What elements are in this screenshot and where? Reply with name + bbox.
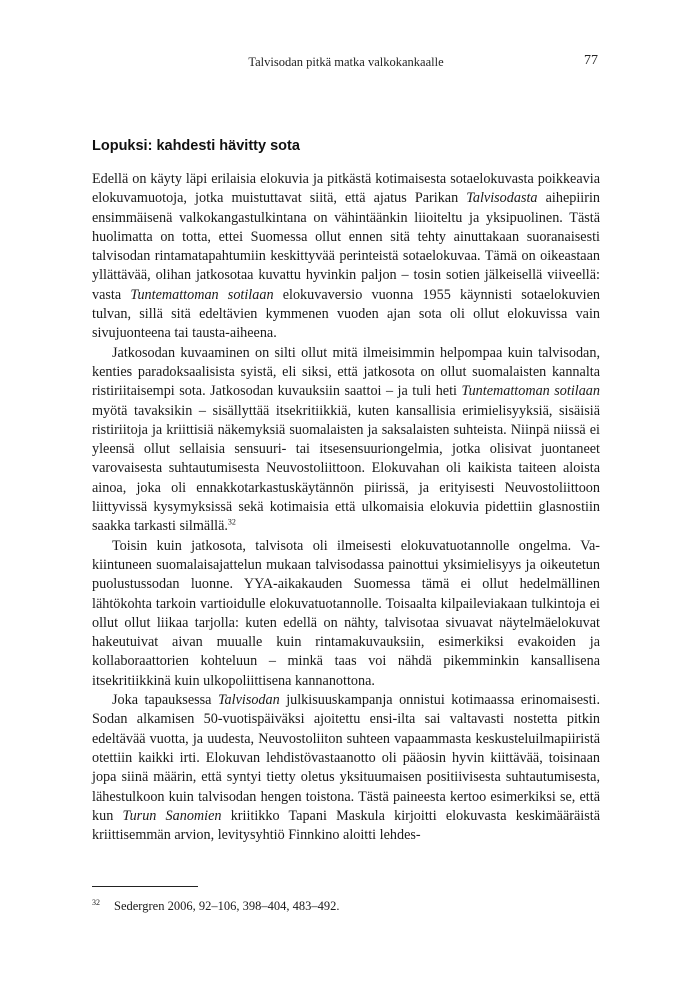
text-run: Jatkosodan kuvaaminen on silti ollut mitä ilmeisimmin helpompaa kuin talvisodan, kenties paradoksaalisista syistä, eli siksi, että jatkosota on ollut suomalaisten kannalta ristiriitaisempi sota. Jatkosodan kuvauksiin saattoi – ja tuli heti xyxy=(92,344,600,400)
page-number: 77 xyxy=(584,53,598,68)
paragraph xyxy=(92,344,600,537)
footnote-text: Sedergren 2006, 92–106, 398–404, 483–492. xyxy=(114,899,340,914)
text-run: julkisuuskampanja onnistui kotimaassa erinomaisesti. Sodan alkamisen 50-vuotispäiväksi ajoitettu ensi-ilta sai valtavasti nostetta pitkin edeltävää vuotta, ja uudesta, Neuvostoliiton suhteen vapaammasta keskusteluilmapiiristä otettiin kaikki irti. Elokuvan lehdistövastaanotto oli pääosin hyvin kiittävää, toisinaan jopa siinä määrin, että syntyi tietty oletus yksituumaisen positiivisesta suhtautumisesta, lähestulkoon kuin talvisodan hengen toistona. Tästä paineesta kertoo esimerkiksi se, että kun xyxy=(92,692,600,824)
paragraph xyxy=(92,170,600,344)
footnote-reference: 32 xyxy=(227,517,236,527)
italic-title: Talvisodasta xyxy=(466,190,538,207)
body-text xyxy=(92,170,600,845)
paragraph xyxy=(92,691,600,845)
footnote-marker: 32 xyxy=(92,898,100,907)
italic-title: Tuntemattoman sotilaan xyxy=(130,286,274,303)
section-heading: Lopuksi: kahdesti hävitty sota xyxy=(92,138,300,154)
text-run: Joka tapauksessa xyxy=(112,692,218,709)
text-run: Edellä on käyty läpi erilaisia elokuvia ja pitkästä kotimaisesta sotaelokuvasta poikkeavia elokuvamuotoja, jotka muistuttavat siitä, että ajatus Parikan xyxy=(92,171,600,207)
text-run: aihepiirin ensimmäisenä valkokangastulkintana on vähintäänkin liioiteltu ja yksipuolinen. Tästä huolimatta on totta, ettei Suomessa ollut ennen sitä tehty ainuttakaan suoranaisesti talvisodan rintamatapahtumiin keskittyvää perinteistä sotaelokuvaa. Tämä on oikeastaan yllättävää, olihan jatkosotaa kuvattu hyvinkin paljon – tosin sotien jälkeisellä viiveellä: vasta xyxy=(92,190,600,303)
text-run: Toisin kuin jatkosota, talvisota oli ilmeisesti elokuvatuotannolle ongelma. Vakiintuneen suomalaisajattelun mukaan talvisodassa painottui yksimielisyys ja oikeutetun puolustussodan luonne. YYA-aikakauden Suomessa tämä ei ollut hedelmällinen lähtökohta tarkoin vartioidulle elokuvatuotannolle. Toisaalta kilpaileviakaan tulkintoja ei ollut ollut liikaa tarjolla: kuten edellä on nähty, talvisotaa sivuavat näytelmäelokuvat hakeutuivat aivan muualle kuin rintamakuvauksiin, esimerkiksi evakoiden ja kollaboraattorien kohteluun – minkä taas voi nähdä pikemminkin kansallisena itsekritiikkinä kuin ulkopoliittisena kannanottona. xyxy=(92,537,600,689)
footnote-divider xyxy=(92,886,198,887)
italic-title: Talvisodan xyxy=(217,692,280,709)
paragraph xyxy=(92,537,600,691)
italic-title: Turun Sanomien xyxy=(122,807,222,824)
running-title: Talvisodan pitkä matka valkokankaalle xyxy=(248,55,444,69)
footnote xyxy=(92,898,339,914)
italic-title: Tuntemattoman sotilaan xyxy=(461,383,600,400)
text-run: elokuvaversio vuonna 1955 käynnisti sotaelokuvien tulvan, sillä sitä edeltävien kymmenen vuoden ajan sota oli ollut elokuvissa vain sivujuonteena tai tausta-aiheena. xyxy=(92,286,601,342)
text-run: myötä tavaksikin – sisällyttää itsekritiikkiä, kuten kansallisia erimielisyyksiä, sisäisiä ristiriitoja ja kriittisiä näkemyksiä suomalaisten ja saksalaisten suhteista. Niinpä niissä ei yleensä ollut sellaisia sensuuri- tai itsesensuuriongelmia, jotka olisivat juontaneet varovaisesta suhtautumisesta Neuvostoliittoon. Elokuvahan oli kaikista taiteen aloista ainoa, joka oli ennakkotarkastuskäytännön piirissä, ja erityisesti Neuvostoliittoon liittyvissä kysymyksissä sekä kotimaisia että ulkomaisia elokuvia pidettiin glasnostiin saakka tarkasti silmällä. xyxy=(92,402,600,535)
text-run: kriitikko Tapani Maskula kirjoitti elokuvasta keskimääräistä kriittisemmän arvion, levitysyhtiö Finnkino aloitti lehdes- xyxy=(92,807,600,844)
